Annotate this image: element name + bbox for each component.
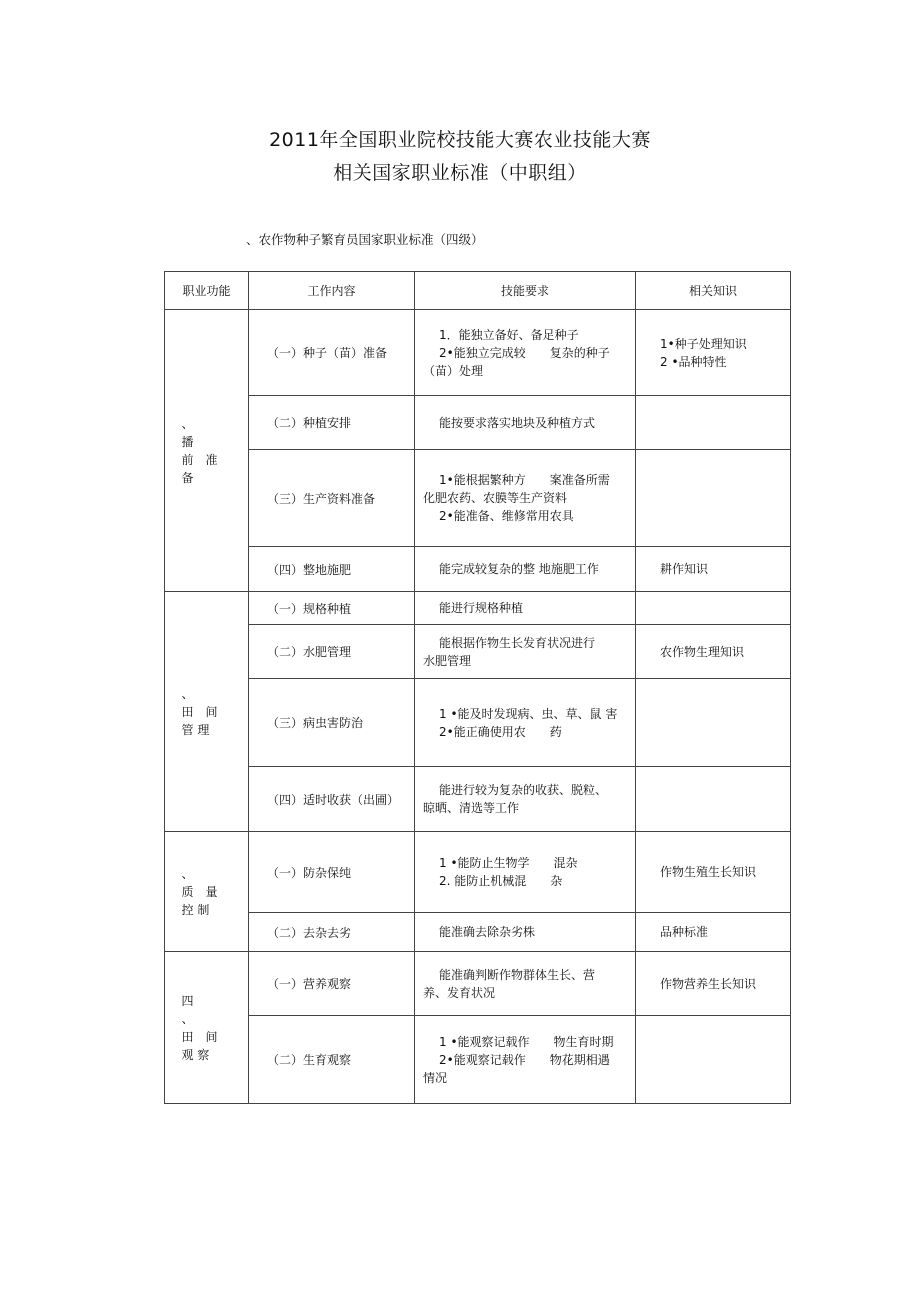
skill-requirements-cell bbox=[415, 450, 636, 547]
skill-requirements-cell bbox=[415, 1016, 636, 1104]
table-row bbox=[165, 625, 791, 679]
job-function-cell bbox=[165, 310, 249, 592]
skill-line: 1•能根据繁种方 案准备所需 bbox=[439, 473, 610, 487]
job-function-label: 、 播 前 准 备 bbox=[181, 416, 218, 485]
skill-requirements-cell bbox=[415, 952, 636, 1016]
table-header-row bbox=[165, 272, 791, 310]
table-row bbox=[165, 952, 791, 1016]
skill-line: 水肥管理 bbox=[423, 653, 472, 668]
knowledge-line: 作物营养生长知识 bbox=[660, 976, 757, 991]
skill-line: 养、发育状况 bbox=[423, 985, 496, 1000]
related-knowledge-cell bbox=[636, 396, 791, 450]
table-row bbox=[165, 767, 791, 832]
table-row bbox=[165, 679, 791, 767]
skill-line: 情况 bbox=[423, 1070, 448, 1085]
related-knowledge-cell bbox=[636, 832, 791, 913]
skill-line: 1 •能及时发现病、虫、草、鼠 害 bbox=[439, 706, 618, 721]
related-knowledge-cell bbox=[636, 1016, 791, 1104]
skill-line: 2•能准备、维修常用农具 bbox=[439, 509, 574, 523]
table-row bbox=[165, 832, 791, 913]
table-row bbox=[165, 1016, 791, 1104]
skill-line: 2•能正确使用农 药 bbox=[439, 724, 562, 739]
work-content-cell: （三）生产资料准备 bbox=[249, 450, 415, 547]
skill-line: （苗）处理 bbox=[423, 363, 484, 378]
skill-requirements-cell bbox=[415, 310, 636, 396]
work-content-cell: （三）病虫害防治 bbox=[249, 679, 415, 767]
skill-line: 能按要求落实地块及种植方式 bbox=[439, 415, 596, 430]
header-content: 工作内容 bbox=[249, 272, 415, 310]
job-function-label: 、 田 间 管 理 bbox=[181, 686, 218, 737]
skill-requirements-cell bbox=[415, 913, 636, 952]
related-knowledge-cell bbox=[636, 625, 791, 679]
skill-line: 能准确判断作物群体生长、营 bbox=[439, 967, 596, 982]
job-function-cell bbox=[165, 592, 249, 832]
skill-line: 能准确去除杂劣株 bbox=[439, 925, 536, 939]
related-knowledge-cell bbox=[636, 547, 791, 592]
work-content-cell: （二）去杂去劣 bbox=[249, 913, 415, 952]
standards-table bbox=[164, 271, 791, 1104]
knowledge-line: 2 •品种特性 bbox=[660, 354, 727, 369]
skill-requirements-cell bbox=[415, 592, 636, 625]
job-function-label: 、 质 量 控 制 bbox=[181, 866, 218, 917]
knowledge-line: 1•种子处理知识 bbox=[660, 336, 747, 351]
related-knowledge-cell bbox=[636, 679, 791, 767]
skill-line: 能进行规格种植 bbox=[439, 601, 524, 615]
related-knowledge-cell bbox=[636, 767, 791, 832]
table-row bbox=[165, 913, 791, 952]
skill-requirements-cell bbox=[415, 679, 636, 767]
work-content-cell: （一）营养观察 bbox=[249, 952, 415, 1016]
job-function-cell bbox=[165, 952, 249, 1104]
knowledge-line: 农作物生理知识 bbox=[660, 644, 745, 659]
related-knowledge-cell bbox=[636, 952, 791, 1016]
table-row bbox=[165, 310, 791, 396]
table-row bbox=[165, 396, 791, 450]
skill-line: 2•能独立完成较 复杂的种子 bbox=[439, 345, 610, 360]
job-function-cell bbox=[165, 832, 249, 952]
skill-line: 能进行较为复杂的收获、脱粒、 bbox=[439, 783, 608, 797]
work-content-cell: （二）生育观察 bbox=[249, 1016, 415, 1104]
skill-requirements-cell bbox=[415, 547, 636, 592]
header-function: 职业功能 bbox=[165, 272, 249, 310]
work-content-cell: （二）种植安排 bbox=[249, 396, 415, 450]
skill-requirements-cell bbox=[415, 396, 636, 450]
skill-requirements-cell bbox=[415, 832, 636, 913]
skill-line: 1．能独立备好、备足种子 bbox=[439, 327, 579, 342]
table-row bbox=[165, 592, 791, 625]
knowledge-line: 耕作知识 bbox=[660, 562, 709, 576]
knowledge-line: 作物生殖生长知识 bbox=[660, 865, 757, 879]
work-content-cell: （二）水肥管理 bbox=[249, 625, 415, 679]
header-skills: 技能要求 bbox=[415, 272, 636, 310]
section-subtitle: 、农作物种子繁育员国家职业标准（四级） bbox=[246, 232, 484, 247]
table-body bbox=[165, 310, 791, 1104]
header-knowledge: 相关知识 bbox=[636, 272, 791, 310]
work-content-cell: （一）规格种植 bbox=[249, 592, 415, 625]
skill-line: 能根据作物生长发育状况进行 bbox=[439, 635, 596, 650]
work-content-cell: （四）整地施肥 bbox=[249, 547, 415, 592]
title-line-1: 2011年全国职业院校技能大赛农业技能大赛 bbox=[269, 129, 651, 151]
skill-line: 能完成较复杂的整 地施肥工作 bbox=[439, 562, 599, 576]
table-row bbox=[165, 450, 791, 547]
related-knowledge-cell bbox=[636, 310, 791, 396]
knowledge-line: 品种标准 bbox=[660, 925, 709, 939]
skill-line: 1 •能防止生物学 混杂 bbox=[439, 856, 578, 870]
related-knowledge-cell bbox=[636, 592, 791, 625]
skill-requirements-cell bbox=[415, 625, 636, 679]
work-content-cell: （一）防杂保纯 bbox=[249, 832, 415, 913]
title-line-2: 相关国家职业标准（中职组） bbox=[333, 162, 587, 184]
skill-line: 2. 能防止机械混 杂 bbox=[439, 874, 563, 888]
table-row bbox=[165, 547, 791, 592]
skill-line: 晾晒、清选等工作 bbox=[423, 801, 520, 815]
skill-line: 2•能观察记载作 物花期相遇 bbox=[439, 1052, 610, 1067]
job-function-label: 四 、 田 间 观 察 bbox=[181, 993, 218, 1062]
skill-requirements-cell bbox=[415, 767, 636, 832]
work-content-cell: （一）种子（苗）准备 bbox=[249, 310, 415, 396]
skill-line: 1 •能观察记载作 物生育时期 bbox=[439, 1034, 614, 1049]
related-knowledge-cell bbox=[636, 450, 791, 547]
skill-line: 化肥农药、农膜等生产资料 bbox=[423, 491, 568, 505]
work-content-cell: （四）适时收获（出圃） bbox=[249, 767, 415, 832]
related-knowledge-cell bbox=[636, 913, 791, 952]
